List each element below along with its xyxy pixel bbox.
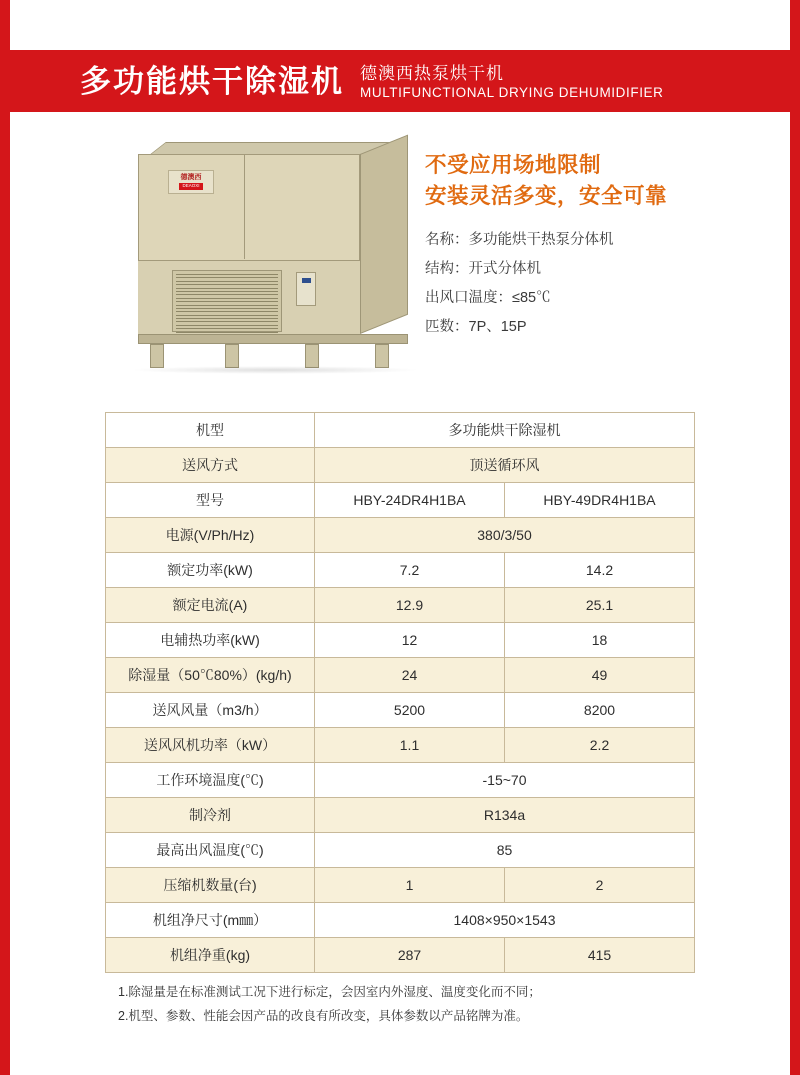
table-row-label: 制冷剂 bbox=[106, 798, 315, 833]
hero-section bbox=[10, 112, 790, 412]
table-cell-value: 49 bbox=[505, 658, 695, 693]
table-cell-value: 14.2 bbox=[505, 553, 695, 588]
table-cell-value: R134a bbox=[315, 798, 695, 833]
table-row bbox=[106, 938, 695, 973]
table-cell-value: 1 bbox=[315, 868, 505, 903]
table-row bbox=[106, 553, 695, 588]
table-cell-value: 85 bbox=[315, 833, 695, 868]
table-cell-value: 287 bbox=[315, 938, 505, 973]
product-logo-cn: 德澳西 bbox=[180, 174, 202, 182]
table-row bbox=[106, 518, 695, 553]
table-row-label: 额定电流(A) bbox=[106, 588, 315, 623]
table-row-label: 额定功率(kW) bbox=[106, 553, 315, 588]
table-cell-value: 顶送循环风 bbox=[315, 448, 695, 483]
table-row-label: 机组净尺寸(m㎜） bbox=[106, 903, 315, 938]
table-row bbox=[106, 868, 695, 903]
page-title: 多功能烘干除湿机 bbox=[80, 63, 344, 99]
table-cell-value: HBY-49DR4H1BA bbox=[505, 483, 695, 518]
table-row-label: 电源(V/Ph/Hz) bbox=[106, 518, 315, 553]
footnote-item: 1.除湿量是在标准测试工况下进行标定，会因室内外湿度、温度变化而不同； bbox=[118, 985, 541, 999]
machine-control-box bbox=[296, 272, 316, 306]
page-header-banner bbox=[10, 50, 790, 112]
table-cell-value: 1408×950×1543 bbox=[315, 903, 695, 938]
table-row bbox=[106, 798, 695, 833]
table-row bbox=[106, 413, 695, 448]
table-row-label: 机组净重(kg) bbox=[106, 938, 315, 973]
page-content bbox=[10, 0, 790, 1075]
footnotes bbox=[118, 980, 718, 1029]
machine-panel-divider bbox=[244, 155, 245, 259]
table-row-label: 送风风量（m3/h） bbox=[106, 693, 315, 728]
machine-control-display bbox=[302, 278, 311, 283]
machine-shadow bbox=[130, 366, 420, 374]
header-subtitle-en: MULTIFUNCTIONAL DRYING DEHUMIDIFIER bbox=[360, 84, 664, 100]
table-row-label: 电辅热功率(kW) bbox=[106, 623, 315, 658]
table-cell-value: 12.9 bbox=[315, 588, 505, 623]
table-row bbox=[106, 483, 695, 518]
product-illustration bbox=[120, 142, 410, 387]
table-row bbox=[106, 728, 695, 763]
table-row bbox=[106, 448, 695, 483]
table-cell-value: 7.2 bbox=[315, 553, 505, 588]
table-row bbox=[106, 588, 695, 623]
hero-text-block bbox=[425, 150, 765, 342]
spec-table-wrapper bbox=[105, 412, 695, 973]
table-cell-value: 多功能烘干除湿机 bbox=[315, 413, 695, 448]
table-cell-value: 18 bbox=[505, 623, 695, 658]
machine-leg bbox=[225, 344, 239, 368]
hero-headline-line2: 安装灵活多变，安全可靠 bbox=[425, 184, 668, 209]
hero-headline-line1: 不受应用场地限制 bbox=[425, 153, 602, 177]
machine-leg bbox=[375, 344, 389, 368]
table-row-label: 型号 bbox=[106, 483, 315, 518]
machine-side-panel bbox=[360, 135, 408, 334]
machine-air-grille bbox=[172, 270, 282, 332]
table-cell-value: 8200 bbox=[505, 693, 695, 728]
table-row bbox=[106, 763, 695, 798]
spec-table bbox=[105, 412, 695, 973]
table-row-label: 送风风机功率（kW） bbox=[106, 728, 315, 763]
table-cell-value: 25.1 bbox=[505, 588, 695, 623]
table-cell-value: 24 bbox=[315, 658, 505, 693]
table-cell-value: 415 bbox=[505, 938, 695, 973]
table-row-label: 最高出风温度(℃) bbox=[106, 833, 315, 868]
hero-spec-item: 结构：开式分体机 bbox=[425, 261, 541, 278]
table-row bbox=[106, 658, 695, 693]
machine-leg bbox=[150, 344, 164, 368]
table-cell-value: 5200 bbox=[315, 693, 505, 728]
left-red-edge-bar bbox=[0, 0, 10, 1075]
table-row bbox=[106, 903, 695, 938]
header-subtitle-group bbox=[360, 62, 664, 100]
footnote-item: 2.机型、参数、性能会因产品的改良有所改变，具体参数以产品铭牌为准。 bbox=[118, 1009, 529, 1024]
table-row-label: 机型 bbox=[106, 413, 315, 448]
table-row-label: 工作环境温度(℃) bbox=[106, 763, 315, 798]
table-row bbox=[106, 833, 695, 868]
machine-base bbox=[138, 334, 408, 344]
table-row-label: 除湿量（50℃80%）(kg/h) bbox=[106, 658, 315, 693]
table-cell-value: 2.2 bbox=[505, 728, 695, 763]
table-row-label: 送风方式 bbox=[106, 448, 315, 483]
table-row bbox=[106, 693, 695, 728]
product-logo-en: DEAOXI bbox=[179, 183, 202, 190]
header-subtitle-cn: 德澳西热泵烘干机 bbox=[360, 63, 504, 83]
hero-spec-item: 名称：多功能烘干热泵分体机 bbox=[425, 232, 614, 249]
hero-spec-item: 出风口温度：≤85℃ bbox=[425, 290, 551, 307]
table-row bbox=[106, 623, 695, 658]
table-cell-value: 2 bbox=[505, 868, 695, 903]
table-cell-value: 12 bbox=[315, 623, 505, 658]
hero-spec-item: 匹数：7P、15P bbox=[425, 319, 527, 336]
machine-leg bbox=[305, 344, 319, 368]
table-cell-value: 1.1 bbox=[315, 728, 505, 763]
hero-spec-list bbox=[425, 226, 765, 342]
right-red-edge-bar bbox=[790, 0, 800, 1075]
table-row-label: 压缩机数量(台) bbox=[106, 868, 315, 903]
product-logo-badge bbox=[168, 170, 214, 194]
table-cell-value: -15~70 bbox=[315, 763, 695, 798]
table-cell-value: HBY-24DR4H1BA bbox=[315, 483, 505, 518]
table-cell-value: 380/3/50 bbox=[315, 518, 695, 553]
